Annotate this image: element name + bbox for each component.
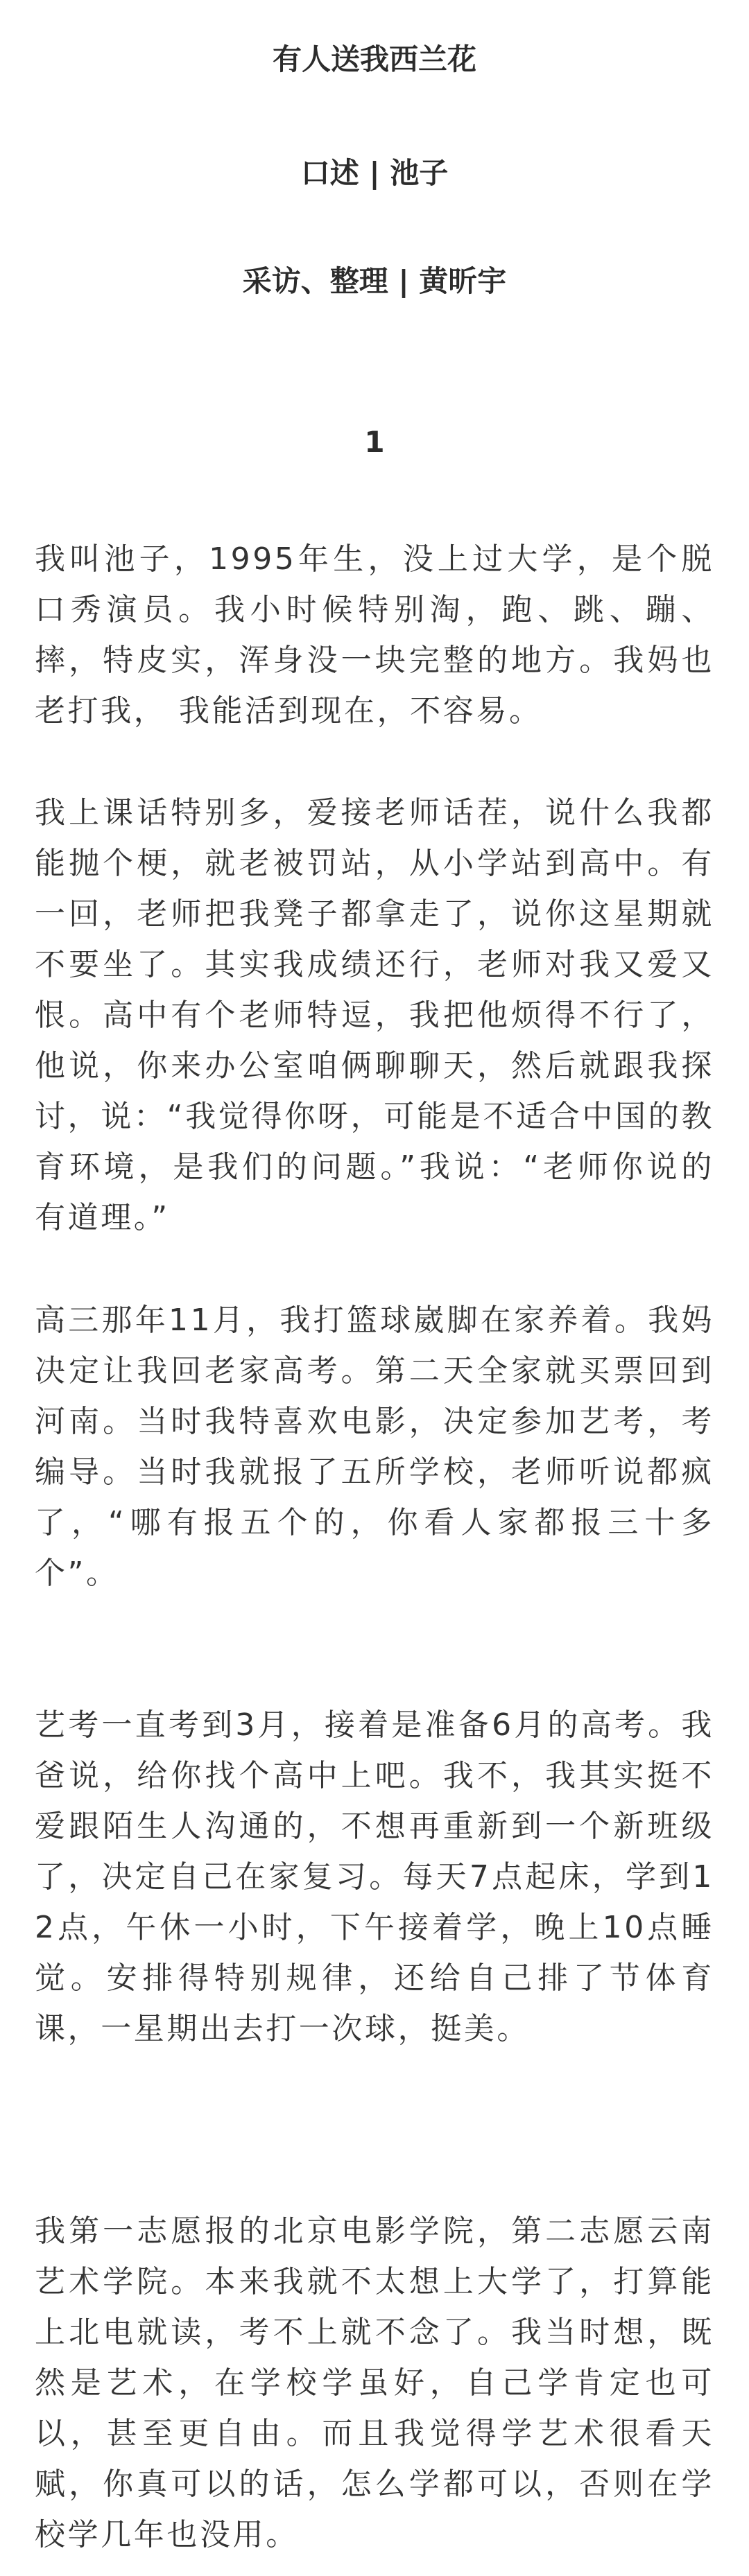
- interview-credit: 采访、整理 | 黄昕宇: [242, 264, 507, 298]
- paragraph-1: 我叫池子，1995年生，没上过大学，是个脱口秀演员。我小时候特别淘，跑、跳、蹦、摔，特皮实，浑身没一块完整的地方。我妈也老打我， 我能活到现在，不容易。: [35, 541, 714, 729]
- oral-credit: 口述 | 池子: [300, 156, 449, 190]
- article-title: 有人送我西兰花: [272, 42, 476, 76]
- paragraph-4: 艺考一直考到3月，接着是准备6月的高考。我爸说，给你找个高中上吧。我不，我其实挺不爱跟陌生人沟通的，不想再重新到一个新班级了，决定自己在家复习。每天7点起床，学到12点，午休一小时，下午接着学，晚上10点睡觉。安排得特别规律，还给自己排了节体育课，一星期出去打一次球，挺美。: [35, 1707, 714, 2046]
- paragraph-2: 我上课话特别多，爱接老师话茬，说什么我都能抛个梗，就老被罚站，从小学站到高中。有一回，老师把我凳子都拿走了，说你这星期就不要坐了。其实我成绩还行，老师对我又爱又恨。高中有个老师特逗，我把他烦得不行了，他说，你来办公室咱俩聊聊天，然后就跟我探讨，说：“我觉得你呀，可能是不适合中国的教育环境，是我们的问题。”我说：“老师你说的有道理。”: [35, 795, 714, 1235]
- section-number: 1: [364, 425, 385, 459]
- paragraph-3: 高三那年11月，我打篮球崴脚在家养着。我妈决定让我回老家高考。第二天全家就买票回到河南。当时我特喜欢电影，决定参加艺考，考编导。当时我就报了五所学校，老师听说都疯了，“哪有报五个的，你看人家都报三十多个”。: [35, 1303, 714, 1591]
- paragraph-5: 我第一志愿报的北京电影学院，第二志愿云南艺术学院。本来我就不太想上大学了，打算能上北电就读，考不上就不念了。我当时想，既然是艺术，在学校学虽好，自己学肯定也可以，甚至更自由。而且我觉得学艺术很看天赋，你真可以的话，怎么学都可以，否则在学校学几年也没用。: [35, 2213, 714, 2552]
